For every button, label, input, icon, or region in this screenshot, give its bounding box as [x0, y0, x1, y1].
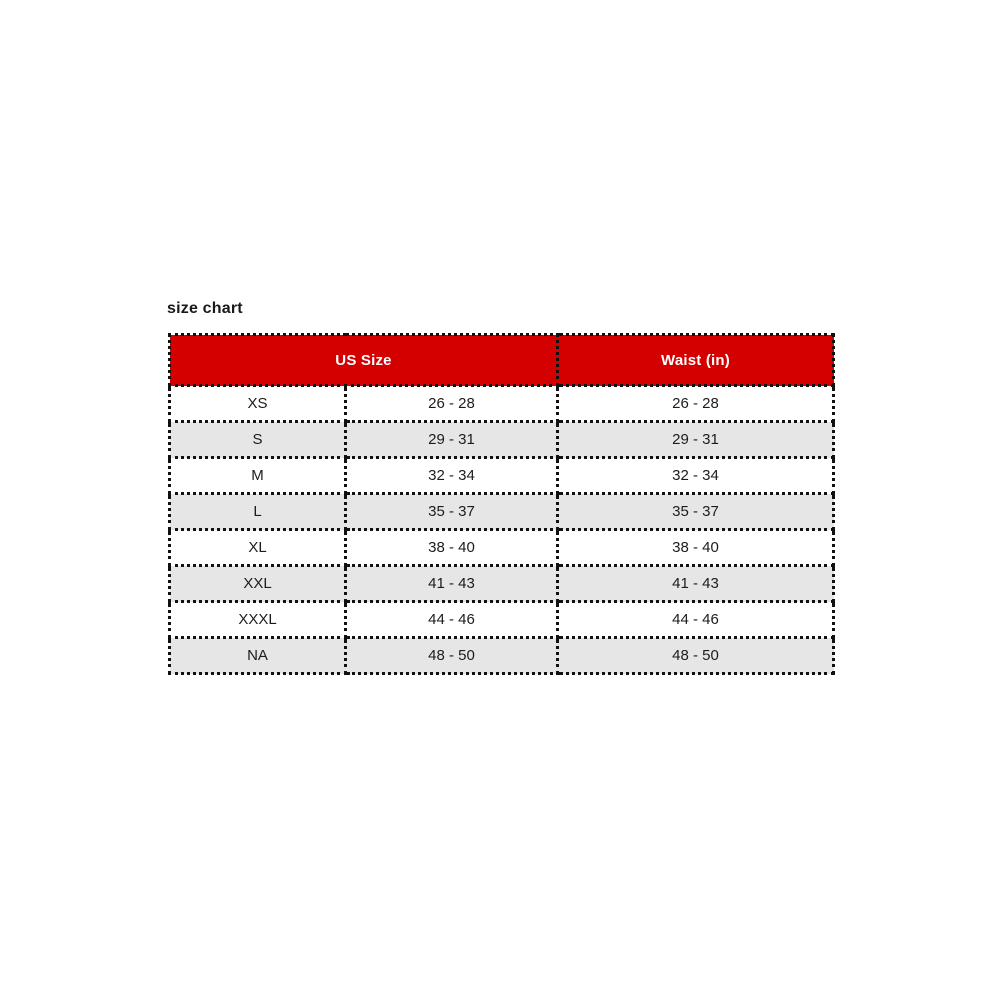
header-waist: Waist (in) — [558, 335, 834, 386]
us-size-cell: 44 - 46 — [346, 602, 558, 638]
size-label-cell: L — [170, 494, 346, 530]
size-label-cell: XL — [170, 530, 346, 566]
table-row — [170, 530, 834, 566]
waist-cell: 38 - 40 — [558, 530, 834, 566]
us-size-cell: 38 - 40 — [346, 530, 558, 566]
us-size-cell: 26 - 28 — [346, 386, 558, 422]
us-size-cell: 32 - 34 — [346, 458, 558, 494]
size-label-cell: NA — [170, 638, 346, 674]
table-row — [170, 422, 834, 458]
waist-cell: 35 - 37 — [558, 494, 834, 530]
table-row — [170, 638, 834, 674]
table-header-row — [170, 335, 834, 386]
us-size-cell: 48 - 50 — [346, 638, 558, 674]
page-title: size chart — [167, 300, 243, 317]
us-size-cell: 35 - 37 — [346, 494, 558, 530]
waist-cell: 26 - 28 — [558, 386, 834, 422]
table-row — [170, 566, 834, 602]
size-label-cell: XS — [170, 386, 346, 422]
table-row — [170, 458, 834, 494]
waist-cell: 32 - 34 — [558, 458, 834, 494]
size-chart-table — [168, 333, 835, 675]
size-label-cell: XXXL — [170, 602, 346, 638]
waist-cell: 29 - 31 — [558, 422, 834, 458]
table-row — [170, 386, 834, 422]
table-row — [170, 602, 834, 638]
table-row — [170, 494, 834, 530]
size-label-cell: XXL — [170, 566, 346, 602]
header-us-size: US Size — [170, 335, 558, 386]
us-size-cell: 41 - 43 — [346, 566, 558, 602]
size-label-cell: S — [170, 422, 346, 458]
us-size-cell: 29 - 31 — [346, 422, 558, 458]
size-label-cell: M — [170, 458, 346, 494]
waist-cell: 48 - 50 — [558, 638, 834, 674]
waist-cell: 44 - 46 — [558, 602, 834, 638]
waist-cell: 41 - 43 — [558, 566, 834, 602]
